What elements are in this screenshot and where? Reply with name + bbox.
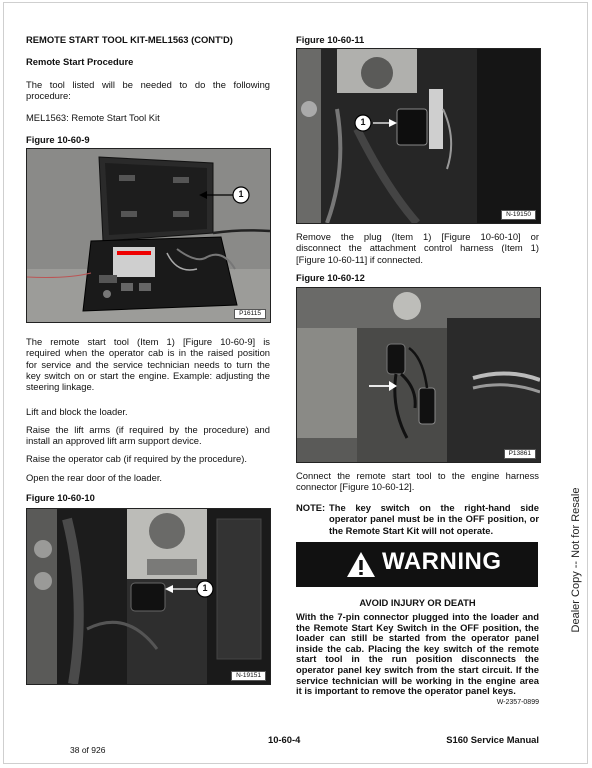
section-title: REMOTE START TOOL KIT-MEL1563 (CONT'D) bbox=[26, 34, 233, 45]
paragraph-line: The remote start tool (Item 1) [Figure 10-60-9] is bbox=[26, 336, 270, 347]
figure-id: P13861 bbox=[504, 449, 536, 459]
figure-caption: Figure 10-60-9 bbox=[26, 134, 90, 145]
figure-id: N-19150 bbox=[501, 210, 536, 220]
note-line: the Remote Start Kit will not operate. bbox=[329, 524, 494, 536]
warning-banner bbox=[296, 542, 538, 587]
warning-line: With the 7-pin connector plugged into the loader and bbox=[296, 611, 539, 622]
figure-id: P16115 bbox=[234, 309, 266, 319]
remote-tool-paragraph bbox=[26, 336, 270, 392]
dealer-copy-sidebar bbox=[566, 460, 586, 660]
warning-line: it is important to remove the operator panel keys. bbox=[296, 685, 516, 697]
note-line: operator panel must be in the OFF position, or bbox=[329, 513, 539, 525]
note-label: NOTE: bbox=[296, 502, 326, 513]
paragraph-line: [Figure 10-60-11] if connected. bbox=[296, 253, 423, 265]
step-raise bbox=[26, 424, 270, 447]
procedure-title: Remote Start Procedure bbox=[26, 56, 134, 67]
note-text bbox=[329, 502, 539, 536]
step-door: Open the rear door of the loader. bbox=[26, 472, 163, 483]
figure-remote-start-kit bbox=[26, 148, 271, 323]
warning-text bbox=[296, 612, 539, 697]
paragraph-line: connector [Figure 10-60-12]. bbox=[296, 481, 415, 493]
figure-id: N-19151 bbox=[231, 671, 266, 681]
paragraph-line: steering linkage. bbox=[26, 381, 95, 393]
callout-number: 1 bbox=[202, 583, 208, 593]
avoid-injury-title: AVOID INJURY OR DEATH bbox=[359, 597, 476, 608]
warning-line: the Remote Start Key Switch in the OFF position, the bbox=[296, 621, 539, 633]
paragraph-line: required when the operator cab is in the raised position bbox=[26, 347, 270, 359]
paragraph-line: for service and the service technician needs to turn the bbox=[26, 358, 270, 370]
note-line: The key switch on the right-hand side bbox=[329, 502, 539, 513]
paragraph-line: key switch on or start the engine. Example: adjusting the bbox=[26, 369, 270, 381]
manual-title: S160 Service Manual bbox=[446, 734, 539, 745]
step-cab: Raise the operator cab (if required by the procedure). bbox=[26, 453, 247, 464]
paragraph-line: Raise the lift arms (if required by the procedure) and bbox=[26, 424, 270, 435]
warning-line: loader can still be started from the operator panel bbox=[296, 632, 539, 644]
figure-caption: Figure 10-60-12 bbox=[296, 272, 365, 283]
sidebar-text: Dealer Copy -- Not for Resale bbox=[570, 487, 582, 633]
warning-code: W-2357-0899 bbox=[496, 699, 539, 706]
callout-number: 1 bbox=[360, 117, 366, 127]
paragraph-line: Connect the remote start tool to the engine harness bbox=[296, 470, 539, 481]
page-number: 10-60-4 bbox=[268, 734, 301, 745]
remove-plug-paragraph bbox=[296, 231, 539, 265]
warning-line: start tool in the run position disconnects the bbox=[296, 653, 539, 665]
intro-paragraph bbox=[26, 79, 270, 102]
page-count: 38 of 926 bbox=[70, 745, 106, 755]
figure-attachment-harness bbox=[296, 48, 541, 224]
intro-line: procedure: bbox=[26, 90, 71, 102]
callout-number: 1 bbox=[238, 189, 244, 199]
tool-line: MEL1563: Remote Start Tool Kit bbox=[26, 112, 160, 123]
paragraph-line: install an approved lift arm support device. bbox=[26, 435, 202, 447]
warning-line: service technician will be working in the engine area bbox=[296, 674, 539, 686]
warning-line: inside the cab. Placing the key switch of the remote bbox=[296, 642, 539, 654]
figure-rear-engine-plug bbox=[26, 508, 271, 685]
warning-triangle-icon bbox=[346, 551, 376, 578]
intro-line: The tool listed will be needed to do the following bbox=[26, 79, 270, 90]
warning-word: WARNING bbox=[382, 548, 502, 575]
figure-caption: Figure 10-60-11 bbox=[296, 34, 365, 45]
connect-paragraph bbox=[296, 470, 539, 493]
figure-engine-harness-connector bbox=[296, 287, 541, 463]
paragraph-line: Remove the plug (Item 1) [Figure 10-60-10] or bbox=[296, 231, 539, 242]
figure-caption: Figure 10-60-10 bbox=[26, 492, 95, 503]
paragraph-line: disconnect the attachment control harness (Item 1) bbox=[296, 242, 539, 254]
warning-line: operator panel key switch from the start circuit. If the bbox=[296, 663, 539, 675]
step-lift: Lift and block the loader. bbox=[26, 406, 128, 417]
